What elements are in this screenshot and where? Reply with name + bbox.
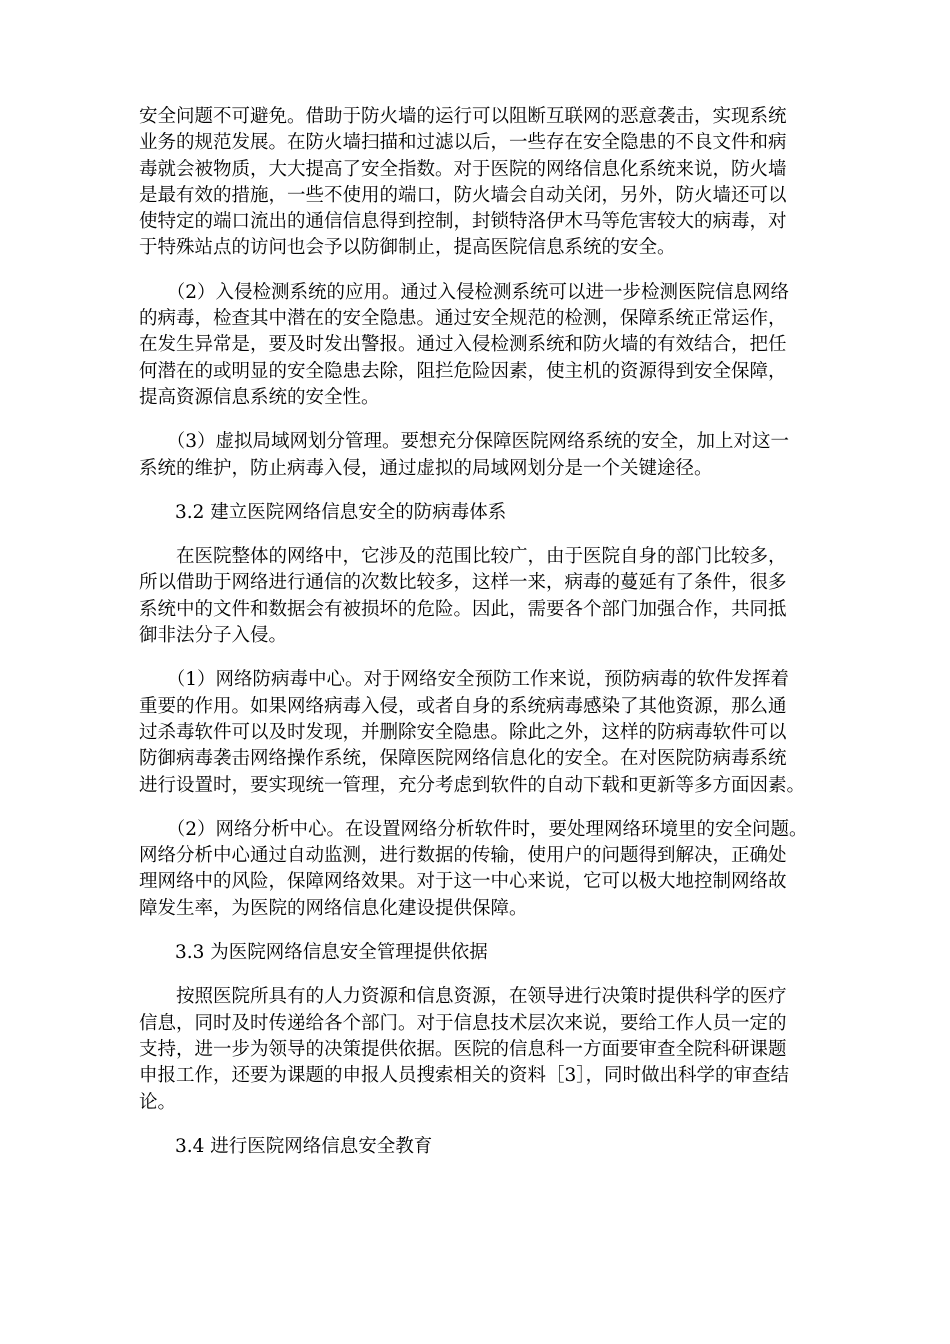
paragraph-line: （3）虚拟局域网划分管理。要想充分保障医院网络系统的安全，加上对这一 [139, 431, 790, 453]
paragraph-line: （1）网络防病毒中心。对于网络安全预防工作来说，预防病毒的软件发挥着 [139, 669, 790, 691]
paragraph-line: 的病毒，检查其中潜在的安全隐患。通过安全规范的检测，保障系统正常运作， [139, 308, 787, 330]
paragraph-line: 论。 [139, 1091, 177, 1113]
paragraph [139, 817, 839, 922]
paragraph-line: 提高资源信息系统的安全性。 [139, 386, 380, 408]
paragraph-line: 所以借助于网络进行通信的次数比较多，这样一来，病毒的蔓延有了条件，很多 [139, 572, 787, 594]
paragraph-line: 信息，同时及时传递给各个部门。对于信息技术层次来说，要给工作人员一定的 [139, 1012, 787, 1034]
paragraph-line: 按照医院所具有的人力资源和信息资源，在领导进行决策时提供科学的医疗 [139, 986, 787, 1008]
paragraph [139, 667, 839, 798]
paragraph [139, 280, 839, 411]
paragraph-line: 于特殊站点的访问也会予以防御制止，提高医院信息系统的安全。 [139, 237, 676, 259]
paragraph-line: 进行设置时，要实现统一管理，充分考虑到软件的自动下载和更新等多方面因素。 [139, 774, 806, 796]
paragraph-line: 障发生率，为医院的网络信息化建设提供保障。 [139, 897, 528, 919]
paragraph-line: 业务的规范发展。在防火墙扫描和过滤以后，一些存在安全隐患的不良文件和病 [139, 132, 787, 154]
paragraph-line: 过杀毒软件可以及时发现，并删除安全隐患。除此之外，这样的防病毒软件可以 [139, 721, 787, 743]
paragraph [139, 429, 839, 482]
section-heading: 3.3 为医院网络信息安全管理提供依据 [175, 942, 488, 964]
paragraph-line: 理网络中的风险，保障网络效果。对于这一中心来说，它可以极大地控制网络故 [139, 871, 787, 893]
paragraph [139, 984, 839, 1115]
paragraph-line: 系统的维护，防止病毒入侵，通过虚拟的局域网划分是一个关键途径。 [139, 457, 713, 479]
paragraph-line: 网络分析中心通过自动监测，进行数据的传输，使用户的问题得到解决，正确处 [139, 845, 787, 867]
document-page [139, 104, 839, 1178]
paragraph-line: 是最有效的措施，一些不使用的端口，防火墙会自动关闭，另外，防火墙还可以 [139, 184, 787, 206]
paragraph-line: 申报工作，还要为课题的申报人员搜索相关的资料［3］，同时做出科学的审查结 [139, 1065, 790, 1087]
paragraph-line: 御非法分子入侵。 [139, 625, 288, 647]
paragraph-line: （2）网络分析中心。在设置网络分析软件时，要处理网络环境里的安全问题。 [139, 818, 808, 840]
paragraph-line: 防御病毒袭击网络操作系统，保障医院网络信息化的安全。在对医院防病毒系统 [139, 748, 787, 770]
paragraph [139, 544, 839, 649]
paragraph-line: 支持，进一步为领导的决策提供依据。医院的信息科一方面要审查全院科研课题 [139, 1038, 787, 1060]
paragraph-line: 在医院整体的网络中，它涉及的范围比较广，由于医院自身的部门比较多， [139, 546, 787, 568]
paragraph-line: 系统中的文件和数据会有被损坏的危险。因此，需要各个部门加强合作，共同抵 [139, 598, 787, 620]
paragraph [139, 104, 839, 262]
section-heading: 3.4 进行医院网络信息安全教育 [175, 1135, 433, 1157]
paragraph-line: （2）入侵检测系统的应用。通过入侵检测系统可以进一步检测医院信息网络 [139, 281, 790, 303]
paragraph-line: 重要的作用。如果网络病毒入侵，或者自身的系统病毒感染了其他资源，那么通 [139, 695, 787, 717]
paragraph-line: 使特定的端口流出的通信信息得到控制，封锁特洛伊木马等危害较大的病毒，对 [139, 211, 787, 233]
paragraph-line: 安全问题不可避免。借助于防火墙的运行可以阻断互联网的恶意袭击，实现系统 [139, 106, 787, 127]
paragraph-line: 在发生异常是，要及时发出警报。通过入侵检测系统和防火墙的有效结合，把任 [139, 334, 787, 356]
paragraph-line: 毒就会被物质，大大提高了安全指数。对于医院的网络信息化系统来说，防火墙 [139, 158, 787, 180]
section-heading: 3.2 建立医院网络信息安全的防病毒体系 [175, 501, 507, 523]
paragraph-line: 何潜在的或明显的安全隐患去除，阻拦危险因素，使主机的资源得到安全保障， [139, 360, 787, 382]
